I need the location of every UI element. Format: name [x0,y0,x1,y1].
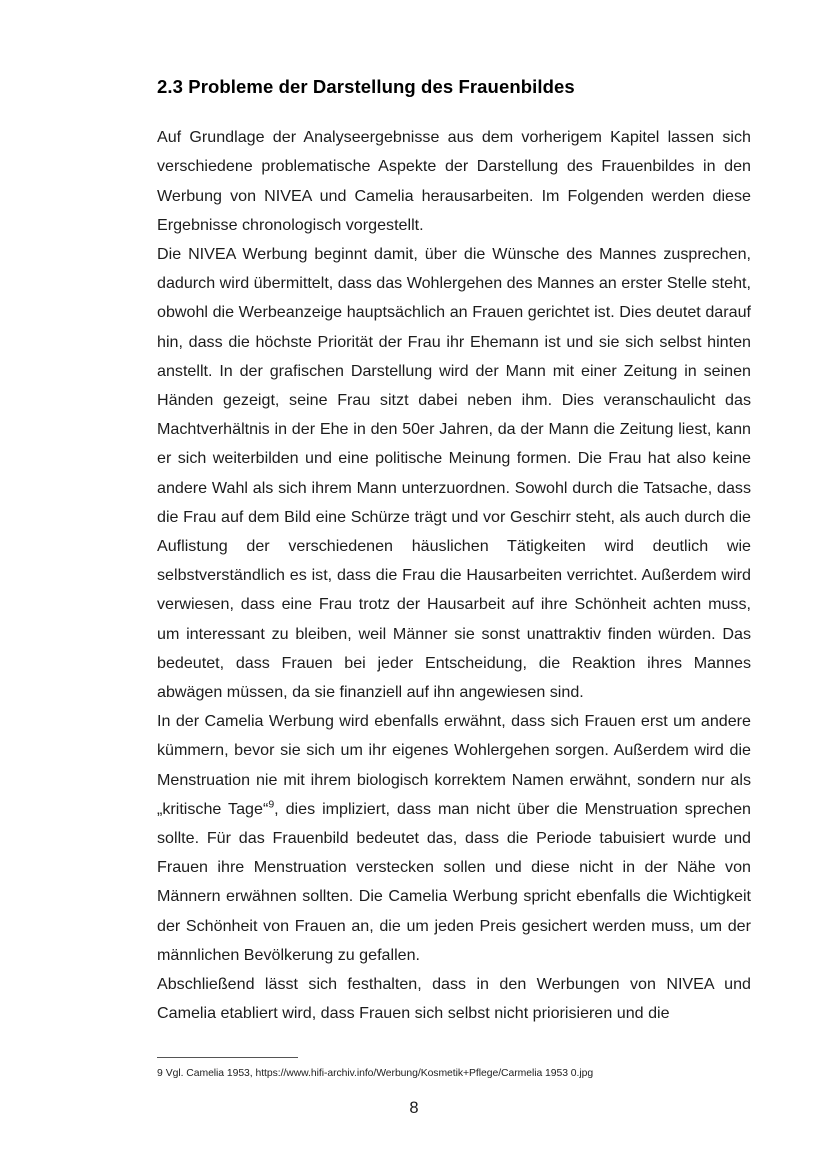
paragraph-conclusion: Abschließend lässt sich festhalten, dass in den Werbungen von NIVEA und Camelia etabliert wird, dass Frauen sich selbst nicht priorisieren und die [157,975,751,1023]
footnote-separator-rule [157,1057,298,1058]
paragraph-intro: Auf Grundlage der Analyseergebnisse aus dem vorherigem Kapitel lassen sich verschiedene problematische Aspekte der Darstellung des Frauenbildes in den Werbung von NIVEA und Camelia herausarbeiten. Im Folgenden werden diese Ergebnisse chronologisch vorgestellt. [157,128,751,234]
page-content [157,0,751,1028]
footnote-area [157,1057,751,1081]
footnote-reference-9[interactable]: 9 [268,798,275,811]
paragraph-camelia-part-one: In der Camelia Werbung wird ebenfalls erwähnt, dass sich Frauen erst um andere kümmern, bevor sie sich um ihr eigenes Wohlergehen sorgen. Außerdem wird die Menstruation nie mit ihrem biologisch korrektem Namen erwähnt, sondern nur als „kritische Tage“ [157,712,751,818]
footnote-entry [157,1067,751,1081]
paragraph-camelia-part-two: , dies impliziert, dass man nicht über die Menstruation sprechen sollte. Für das Frauenbild bedeutet das, dass die Periode tabuisiert wurde und Frauen ihre Menstruation verstecken sollen und diese nicht in der Nähe von Männern erwähnen sollten. Die Camelia Werbung spricht ebenfalls die Wichtigkeit der Schönheit von Frauen an, die um jeden Preis gesichert werden muss, um der männlichen Bevölkerung zu gefallen. [157,799,751,964]
section-heading: 2.3 Probleme der Darstellung des Frauenbildes [157,76,575,97]
paragraph-camelia-analysis [157,707,751,970]
page-number: 8 [409,1099,419,1117]
footnote-citation-text: Vgl. Camelia 1953, https://www.hifi-archiv.info/Werbung/Kosmetik+Pflege/Carmelia 1953 0.jpg [165,1068,594,1079]
paragraph-nivea-analysis: Die NIVEA Werbung beginnt damit, über die Wünsche des Mannes zusprechen, dadurch wird übermittelt, dass das Wohlergehen des Mannes an erster Stelle steht, obwohl die Werbeanzeige hauptsächlich an Frauen gerichtet ist. Dies deutet darauf hin, dass die höchste Priorität der Frau ihr Ehemann ist und sie sich selbst hinten anstellt. In der grafischen Darstellung wird der Mann mit einer Zeitung in seinen Händen gezeigt, seine Frau sitzt dabei neben ihm. Dies veranschaulicht das Machtverhältnis in der Ehe in den 50er Jahren, da der Mann die Zeitung liest, kann er sich weiterbilden und eine politische Meinung formen. Die Frau hat also keine andere Wahl als sich ihrem Mann unterzuordnen. Sowohl durch die Tatsache, dass die Frau auf dem Bild eine Schürze trägt und vor Geschirr steht, als auch durch die Auflistung der verschiedenen häuslichen Tätigkeiten wird deutlich wie selbstverständlich es ist, dass die Frau die Hausarbeiten verrichtet. Außerdem wird verwiesen, dass eine Frau trotz der Hausarbeit auf ihre Schönheit achten muss, um interessant zu bleiben, weil Männer sie sonst unattraktiv finden würden. Das bedeutet, dass Frauen bei jeder Entscheidung, die Reaktion ihres Mannes abwägen müssen, da sie finanziell auf ihn angewiesen sind. [157,244,751,701]
footnote-number: 9 [157,1068,163,1079]
body-text-block [157,98,751,1028]
